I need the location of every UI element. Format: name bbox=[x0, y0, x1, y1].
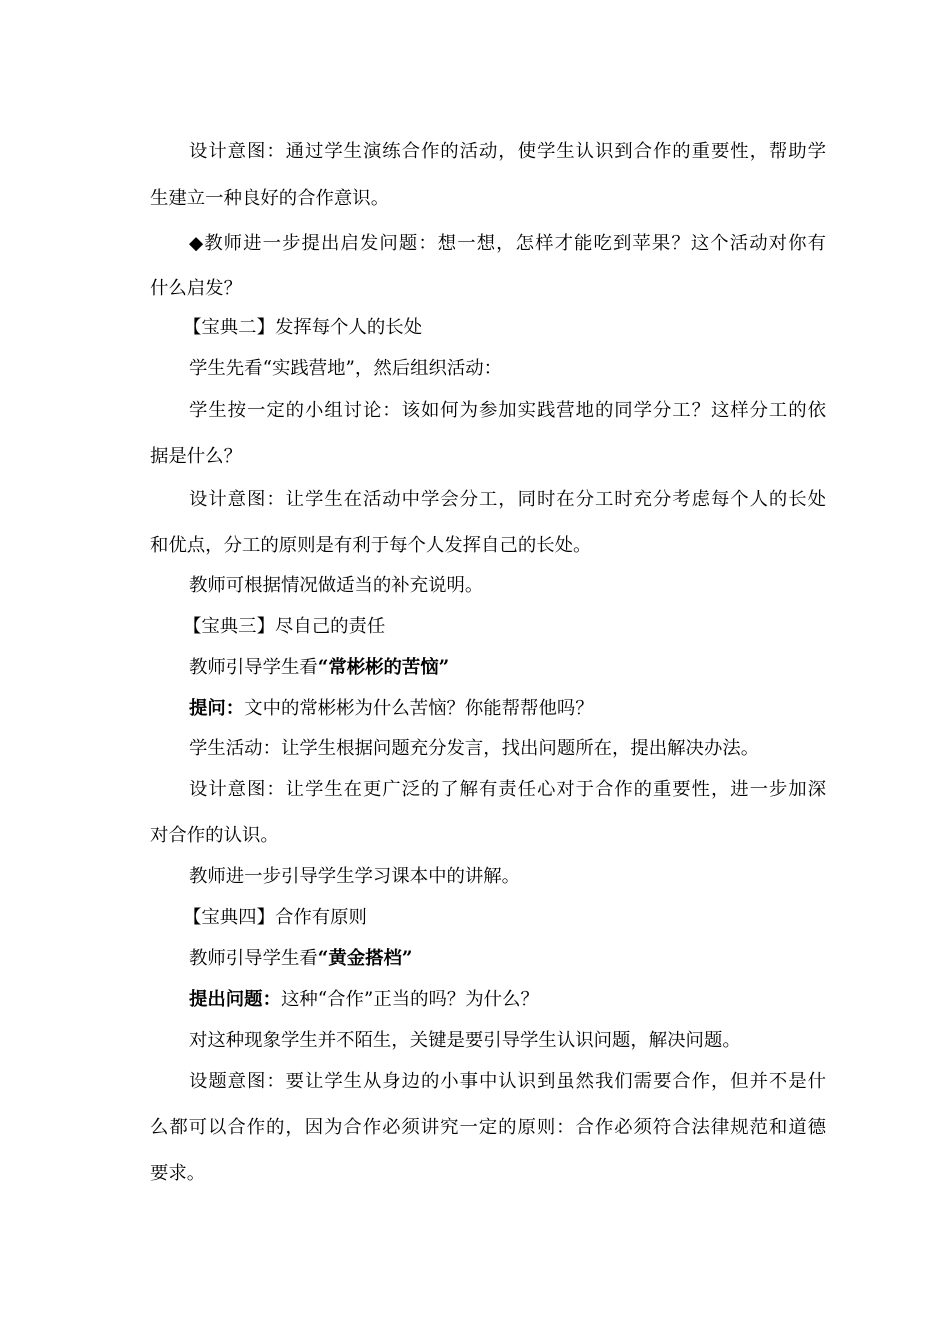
paragraph-line: 要求。 bbox=[150, 1163, 206, 1184]
paragraph-line: 对合作的认识。 bbox=[150, 825, 279, 846]
paragraph-line bbox=[189, 987, 539, 1013]
paragraph-line bbox=[189, 946, 412, 972]
line-text: 这种“合作”正当的吗？为什么？ bbox=[280, 989, 539, 1010]
paragraph-line: 学生按一定的小组讨论：该如何为参加实践营地的同学分工？这样分工的依 bbox=[189, 400, 826, 421]
paragraph-line: 教师可根据情况做适当的补充说明。 bbox=[189, 575, 484, 596]
question-label: 提出问题： bbox=[189, 989, 281, 1010]
paragraph-line: 设计意图：让学生在更广泛的了解有责任心对于合作的重要性，进一步加深 bbox=[189, 779, 826, 800]
question-label: 提问： bbox=[189, 698, 245, 719]
story-title: “常彬彬的苦恼” bbox=[317, 657, 450, 678]
paragraph-line: 教师进一步引导学生学习课本中的讲解。 bbox=[189, 866, 521, 887]
line-text: 文中的常彬彬为什么苦恼？你能帮帮他吗？ bbox=[244, 698, 594, 719]
paragraph-line: 什么启发？ bbox=[150, 278, 242, 299]
paragraph-line: 设计意图：让学生在活动中学会分工，同时在分工时充分考虑每个人的长处 bbox=[189, 489, 826, 510]
line-text: 教师引导学生看 bbox=[189, 657, 318, 678]
line-text: 教师引导学生看 bbox=[189, 948, 318, 969]
paragraph-line: 生建立一种良好的合作意识。 bbox=[150, 188, 390, 209]
section-heading: 【宝典二】发挥每个人的长处 bbox=[183, 317, 423, 338]
paragraph-line bbox=[189, 696, 594, 722]
paragraph-line: 么都可以合作的，因为合作必须讲究一定的原则：合作必须符合法律规范和道德 bbox=[150, 1117, 826, 1138]
paragraph-line: 学生活动：让学生根据问题充分发言，找出问题所在，提出解决办法。 bbox=[189, 738, 760, 759]
paragraph-line bbox=[189, 655, 449, 681]
paragraph-line: 据是什么？ bbox=[150, 446, 242, 467]
paragraph-line: 设题意图：要让学生从身边的小事中认识到虽然我们需要合作，但并不是什 bbox=[189, 1071, 826, 1092]
story-title: “黄金搭档” bbox=[317, 948, 413, 969]
paragraph-line: ◆教师进一步提出启发问题：想一想，怎样才能吃到苹果？这个活动对你有 bbox=[189, 233, 826, 254]
paragraph-line: 对这种现象学生并不陌生，关键是要引导学生认识问题，解决问题。 bbox=[189, 1030, 741, 1051]
paragraph-line: 设计意图：通过学生演练合作的活动，使学生认识到合作的重要性，帮助学 bbox=[189, 141, 826, 162]
paragraph-line: 和优点，分工的原则是有利于每个人发挥自己的长处。 bbox=[150, 535, 592, 556]
section-heading: 【宝典四】合作有原则 bbox=[183, 907, 367, 928]
section-heading: 【宝典三】尽自己的责任 bbox=[183, 616, 386, 637]
paragraph-line: 学生先看“实践营地”，然后组织活动： bbox=[189, 358, 503, 379]
